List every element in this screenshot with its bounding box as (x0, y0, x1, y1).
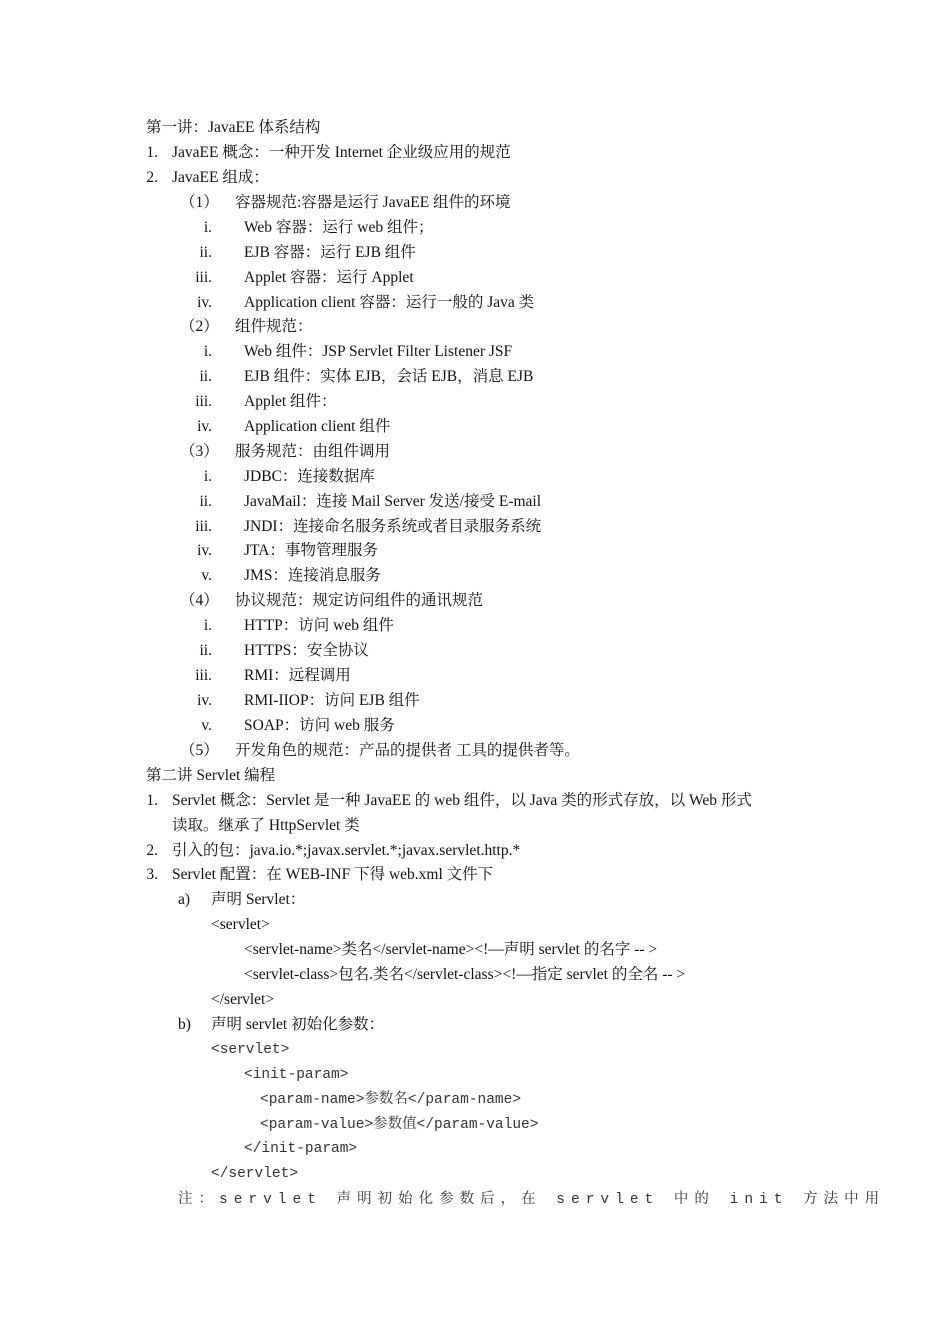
list-marker: 1. (146, 792, 158, 809)
list-item: EJB 组件：实体 EJB，会话 EJB，消息 EJB (244, 368, 534, 385)
section-heading: 服务规范：由组件调用 (235, 443, 391, 460)
section-marker: （1） (180, 194, 219, 211)
list-item: HTTP：访问 web 组件 (244, 617, 394, 634)
roman-marker: i. (203, 343, 212, 360)
sub-item: 声明 servlet 初始化参数： (211, 1016, 385, 1033)
list-item: JavaEE 概念：一种开发 Internet 企业级应用的规范 (172, 144, 511, 161)
list-item: JavaMail：连接 Mail Server 发送/接受 E-mail (244, 493, 542, 510)
roman-marker: ii. (199, 642, 212, 659)
roman-marker: v. (201, 717, 212, 734)
letter-marker: a) (178, 891, 191, 908)
roman-marker: iii. (195, 393, 212, 410)
roman-marker: iv. (197, 542, 212, 559)
list-item: JNDI：连接命名服务系统或者目录服务系统 (244, 518, 542, 535)
list-marker: 2. (146, 842, 158, 859)
section-marker: （4） (180, 592, 219, 609)
list-item: EJB 容器：运行 EJB 组件 (244, 244, 416, 261)
list-item: RMI：远程调用 (244, 667, 351, 684)
list-item: Servlet 配置：在 WEB-INF 下得 web.xml 文件下 (172, 866, 494, 883)
section-marker: （5） (180, 742, 219, 759)
roman-marker: iii. (195, 269, 212, 286)
code-line: <servlet-name>类名</servlet-name><!—声明 servlet 的名字 -- > (244, 941, 658, 958)
code-line: </servlet> (211, 1166, 299, 1182)
code-line: </servlet> (211, 991, 275, 1008)
list-item-continued: 读取。继承了 HttpServlet 类 (172, 817, 360, 834)
code-line: <param-name>参数名</param-name> (260, 1092, 522, 1108)
code-line: <servlet-class>包名.类名</servlet-class><!—指定 servlet 的全名 -- > (244, 966, 686, 983)
section-heading: 组件规范： (235, 318, 313, 335)
list-item: 引入的包：java.io.*;javax.servlet.*;javax.servlet.http.* (172, 842, 521, 859)
list-item: RMI-IIOP：访问 EJB 组件 (244, 692, 420, 709)
code-line: <servlet> (211, 916, 270, 933)
code-line: <init-param> (244, 1067, 349, 1083)
roman-marker: ii. (199, 493, 212, 510)
note-text: 注：servlet 声明初始化参数后，在 servlet 中的 init 方法中用 (178, 1192, 886, 1208)
list-marker: 3. (146, 866, 158, 883)
roman-marker: i. (203, 219, 212, 236)
list-item: Application client 组件 (244, 418, 391, 435)
roman-marker: ii. (199, 244, 212, 261)
roman-marker: i. (203, 617, 212, 634)
list-item: Applet 容器：运行 Applet (244, 269, 414, 286)
list-marker: 1. (146, 144, 158, 161)
sub-item: 声明 Servlet： (211, 891, 306, 908)
lecture-1-title: 第一讲：JavaEE 体系结构 (146, 119, 321, 136)
roman-marker: i. (203, 468, 212, 485)
section-heading: 开发角色的规范：产品的提供者 工具的提供者等。 (235, 742, 580, 759)
roman-marker: iii. (195, 518, 212, 535)
code-line: <param-value>参数值</param-value> (260, 1117, 539, 1133)
list-item: Applet 组件： (244, 393, 337, 410)
roman-marker: iv. (197, 418, 212, 435)
list-item: JTA：事物管理服务 (244, 542, 378, 559)
list-marker: 2. (146, 169, 158, 186)
roman-marker: iii. (195, 667, 212, 684)
roman-marker: ii. (199, 368, 212, 385)
list-item: JMS：连接消息服务 (244, 567, 381, 584)
list-item: Web 容器：运行 web 组件； (244, 219, 434, 236)
list-item: Application client 容器：运行一般的 Java 类 (244, 294, 535, 311)
lecture-2-title: 第二讲 Servlet 编程 (146, 767, 276, 784)
list-item: SOAP：访问 web 服务 (244, 717, 395, 734)
roman-marker: iv. (197, 692, 212, 709)
section-heading: 协议规范：规定访问组件的通讯规范 (235, 592, 484, 609)
list-item: Servlet 概念：Servlet 是一种 JavaEE 的 web 组件，以 Java 类的形式存放，以 Web 形式 (172, 792, 752, 809)
section-marker: （2） (180, 318, 219, 335)
list-item: HTTPS：安全协议 (244, 642, 369, 659)
letter-marker: b) (178, 1016, 191, 1033)
roman-marker: v. (201, 567, 212, 584)
code-line: <servlet> (211, 1042, 290, 1058)
list-item: JDBC：连接数据库 (244, 468, 375, 485)
list-item: JavaEE 组成： (172, 169, 269, 186)
code-line: </init-param> (244, 1141, 358, 1157)
roman-marker: iv. (197, 294, 212, 311)
list-item: Web 组件：JSP Servlet Filter Listener JSF (244, 343, 513, 360)
section-marker: （3） (180, 443, 219, 460)
section-heading: 容器规范:容器是运行 JavaEE 组件的环境 (235, 194, 511, 211)
